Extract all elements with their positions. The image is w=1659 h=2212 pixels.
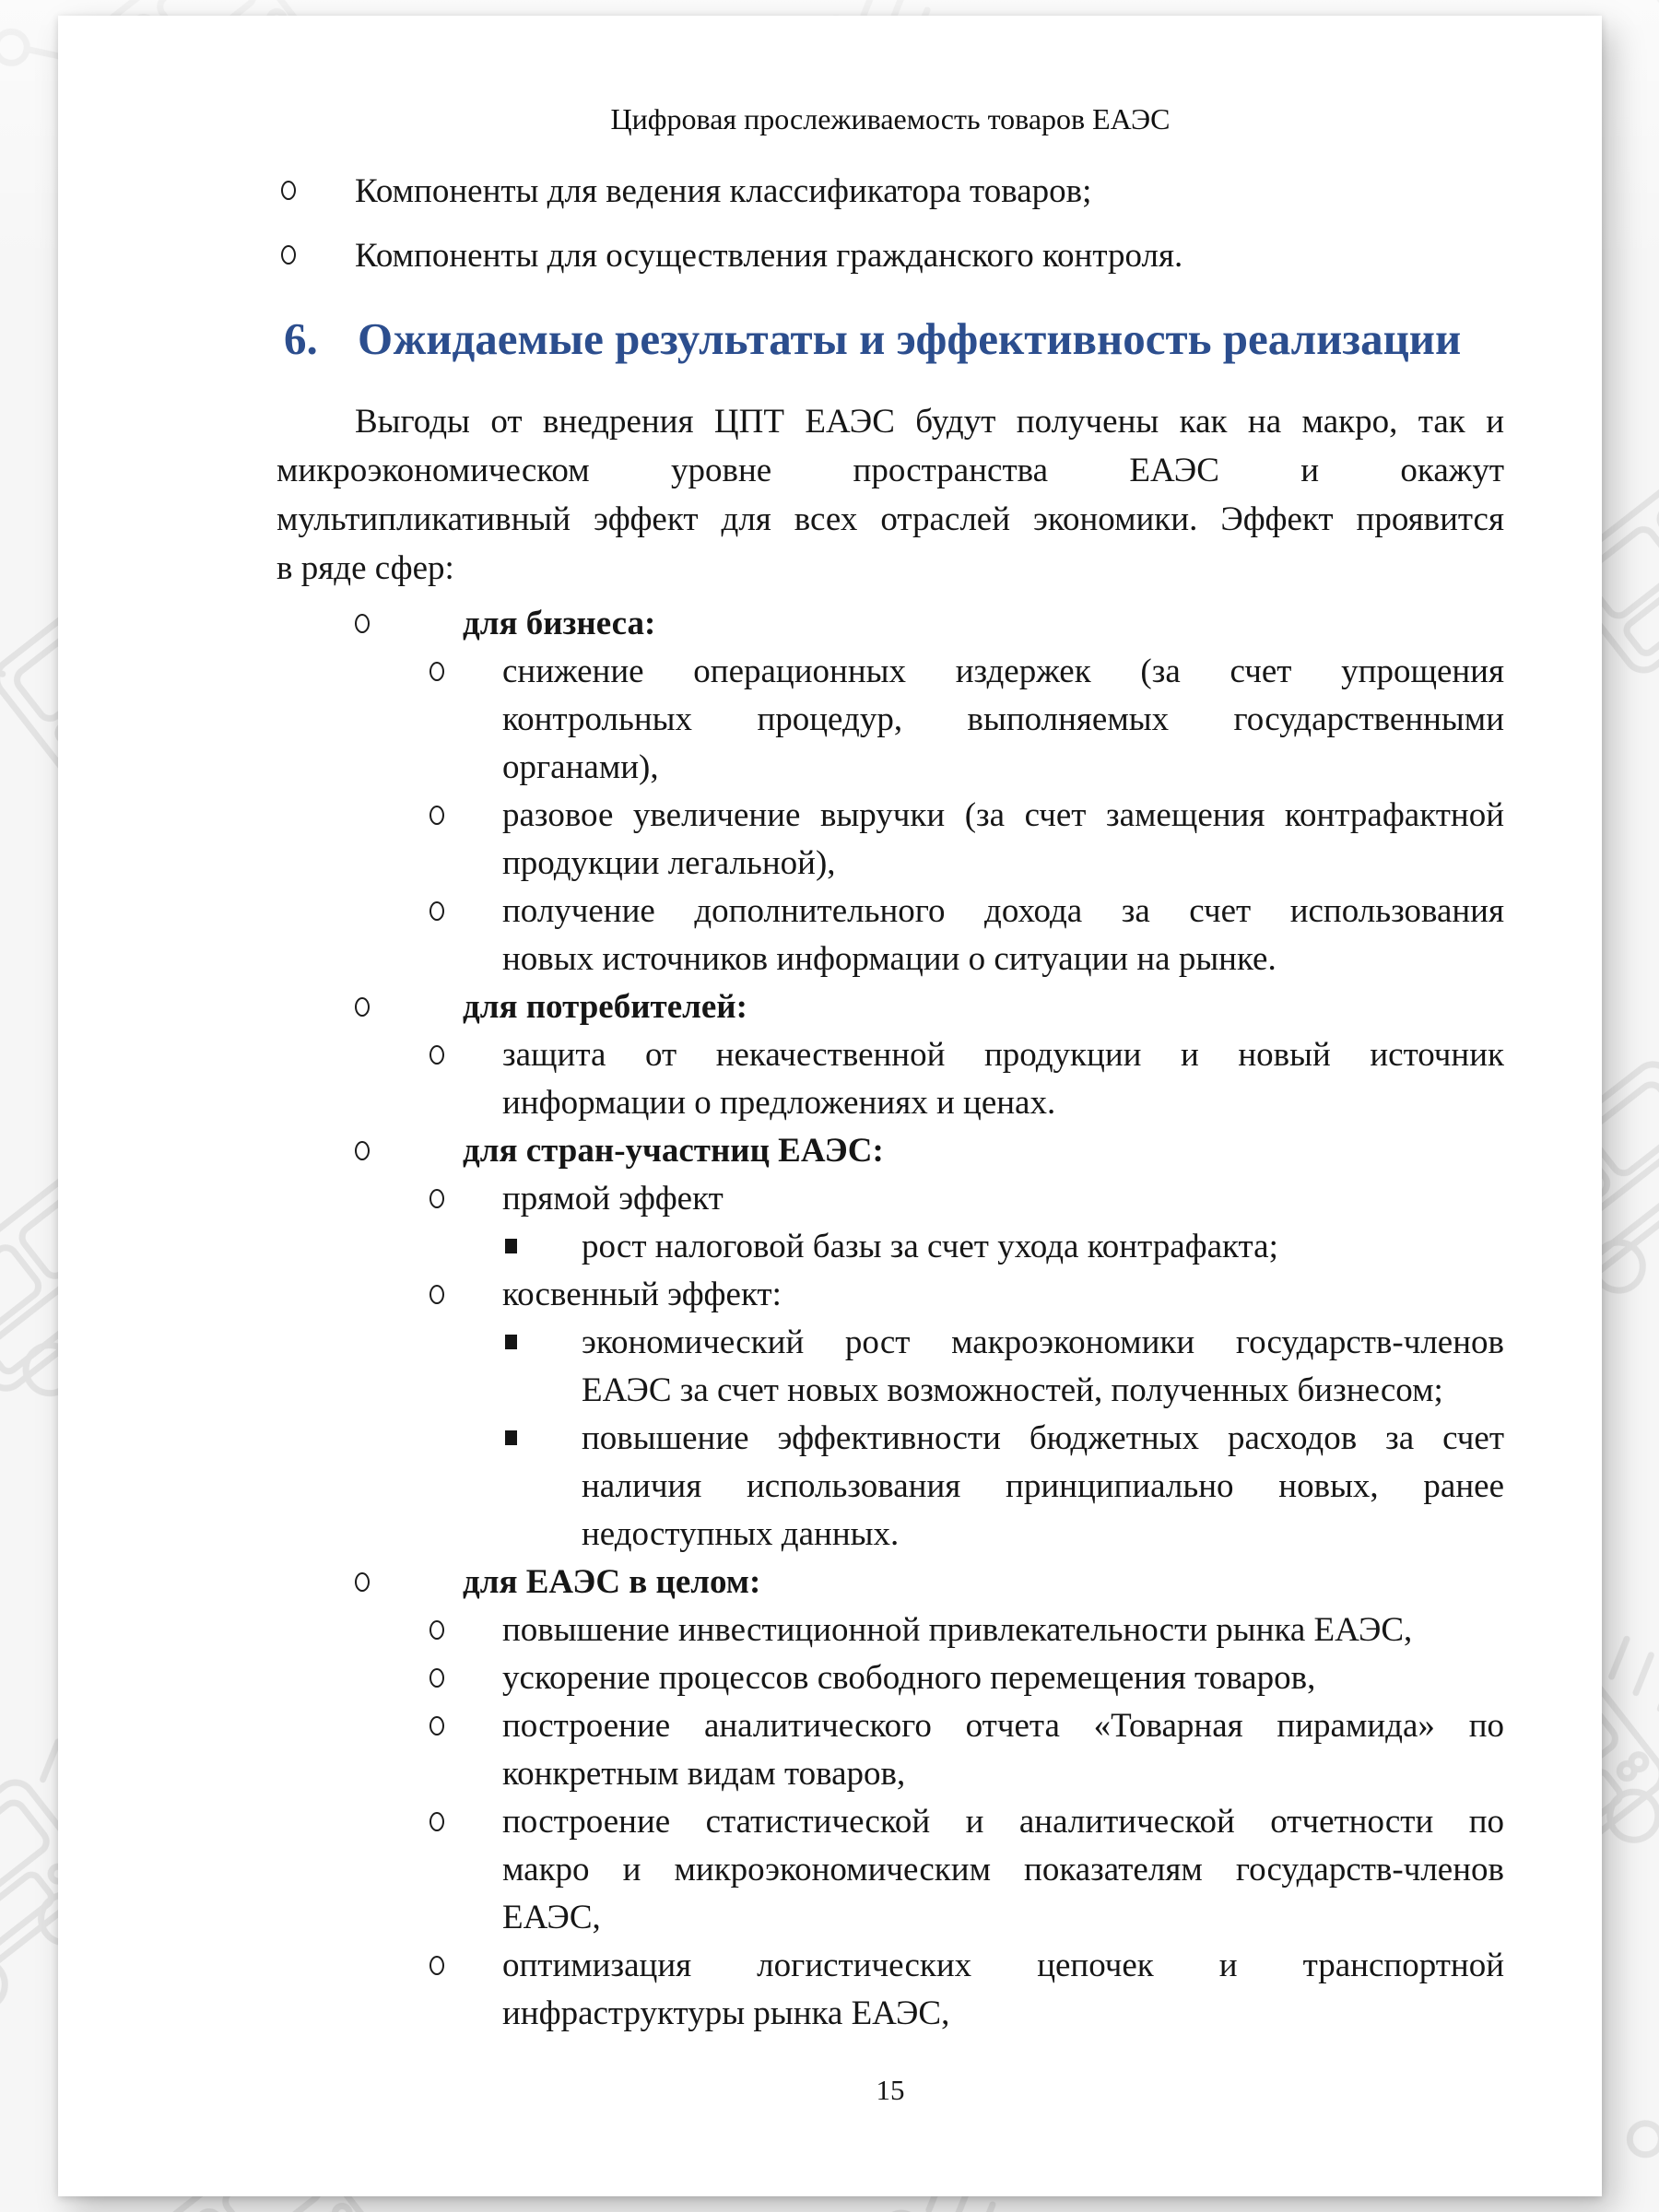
text-line: Выгоды от внедрения ЦПТ ЕАЭС будут получены как на макро, так и: [355, 403, 1504, 441]
circle-bullet-marker: [429, 1668, 444, 1688]
running-header: Цифровая прослеживаемость товаров ЕАЭС: [610, 102, 1171, 135]
text-line: защита от некачественной продукции и новый источник: [502, 1036, 1504, 1074]
text-line: продукции легальной),: [502, 844, 836, 882]
effects-list-item: [276, 1271, 1504, 1319]
effects-list-item: [276, 1415, 1504, 1559]
circle-bullet-marker: [429, 1045, 444, 1065]
text-line: построение аналитического отчета «Товарная пирамида» по: [502, 1707, 1504, 1745]
effects-list-item: [276, 1175, 1504, 1223]
text-line: для бизнеса:: [463, 605, 656, 642]
circle-bullet-marker: [429, 662, 444, 681]
text-line: снижение операционных издержек (за счет упрощения: [502, 653, 1504, 690]
effects-list: [276, 600, 1504, 2038]
circle-bullet-marker: [281, 181, 296, 200]
text-line: новых источников информации о ситуации на рынке.: [502, 940, 1277, 978]
circle-bullet-marker: [429, 1189, 444, 1208]
circle-bullet-marker: [429, 1716, 444, 1735]
lead-paragraph: [276, 397, 1504, 593]
circle-bullet-marker: [429, 1812, 444, 1831]
page-number: 15: [876, 2074, 905, 2106]
list-item-text: [502, 1942, 1504, 2038]
intro-bullet-list: [276, 169, 1504, 298]
text-line: повышение инвестиционной привлекательности рынка ЕАЭС,: [502, 1611, 1413, 1649]
circle-bullet-marker: [355, 1572, 370, 1592]
circle-bullet-marker: [355, 1141, 370, 1160]
effects-list-item: [276, 1606, 1504, 1654]
intro-bullet-item: [276, 169, 1504, 215]
text-line: инфраструктуры рынка ЕАЭС,: [502, 1994, 950, 2032]
text-line: контрольных процедур, выполняемых государственными: [502, 700, 1504, 738]
effects-list-item: [276, 1127, 1504, 1175]
list-item-text: [502, 1031, 1504, 1127]
text-line: в ряде сфер:: [276, 549, 454, 587]
text-line: получение дополнительного дохода за счет использования: [502, 892, 1504, 930]
effects-list-item: [276, 1319, 1504, 1415]
effects-list-item: [276, 1942, 1504, 2038]
text-line: прямой эффект: [502, 1180, 724, 1218]
square-bullet-marker: [505, 1335, 517, 1349]
list-item-text: [502, 1271, 1504, 1319]
text-line: для потребителей:: [463, 988, 747, 1026]
list-item-text: [502, 1606, 1504, 1654]
circle-bullet-marker: [429, 1956, 444, 1975]
document-page: [58, 16, 1602, 2196]
intro-bullet-item: [276, 233, 1504, 279]
text-line: повышение эффективности бюджетных расходов за счет: [582, 1419, 1504, 1457]
text-line: рост налоговой базы за счет ухода контрафакта;: [582, 1228, 1278, 1265]
section-title: Ожидаемые результаты и эффективность реализации: [358, 313, 1462, 364]
list-item-text: [502, 1175, 1504, 1223]
effects-list-item: [276, 1702, 1504, 1798]
circle-bullet-marker: [429, 1285, 444, 1304]
section-heading: [276, 312, 1504, 366]
list-item-text: [582, 1319, 1504, 1415]
text-line: макро и микроэкономическим показателям государств-членов: [502, 1851, 1504, 1888]
text-line: построение статистической и аналитической отчетности по: [502, 1803, 1504, 1841]
effects-list-item: [276, 983, 1504, 1031]
circle-bullet-marker: [355, 997, 370, 1017]
circle-bullet-marker: [429, 806, 444, 825]
text-line: для ЕАЭС в целом:: [463, 1563, 761, 1601]
list-item-text: [582, 1223, 1504, 1271]
circle-bullet-marker: [281, 245, 296, 265]
text-line: микроэкономическом уровне пространства ЕАЭС и окажут: [276, 452, 1504, 489]
text-line: косвенный эффект:: [502, 1276, 782, 1313]
effects-list-item: [276, 888, 1504, 983]
effects-list-item: [276, 600, 1504, 648]
circle-bullet-marker: [355, 614, 370, 633]
list-item-text: [463, 1127, 1504, 1175]
list-item-text: [502, 1702, 1504, 1798]
list-item-text: [502, 1798, 1504, 1942]
list-item-text: [463, 1559, 1504, 1606]
text-line: экономический рост макроэкономики государств-членов: [582, 1324, 1504, 1361]
text-line: оптимизация логистических цепочек и транспортной: [502, 1947, 1504, 1984]
text-line: конкретным видам товаров,: [502, 1755, 906, 1793]
list-item-text: [463, 983, 1504, 1031]
text-line: ускорение процессов свободного перемещения товаров,: [502, 1659, 1316, 1697]
text-line: информации о предложениях и ценах.: [502, 1084, 1056, 1122]
list-item-text: [463, 600, 1504, 648]
square-bullet-marker: [505, 1239, 517, 1253]
text-line: органами),: [502, 748, 659, 786]
effects-list-item: [276, 1654, 1504, 1702]
effects-list-item: [276, 1559, 1504, 1606]
list-item-text: [502, 1654, 1504, 1702]
text-line: Компоненты для осуществления гражданского контроля.: [355, 237, 1183, 275]
list-item-text: [502, 888, 1504, 983]
text-line: ЕАЭС за счет новых возможностей, полученных бизнесом;: [582, 1371, 1443, 1409]
effects-list-item: [276, 792, 1504, 888]
text-line: недоступных данных.: [582, 1515, 900, 1553]
list-item-text: [502, 648, 1504, 792]
effects-list-item: [276, 1223, 1504, 1271]
list-item-text: [502, 792, 1504, 888]
text-line: Компоненты для ведения классификатора товаров;: [355, 172, 1092, 210]
circle-bullet-marker: [429, 1620, 444, 1640]
effects-list-item: [276, 1031, 1504, 1127]
effects-list-item: [276, 648, 1504, 792]
text-line: ЕАЭС,: [502, 1899, 601, 1936]
text-line: для стран-участниц ЕАЭС:: [463, 1132, 884, 1170]
effects-list-item: [276, 1798, 1504, 1942]
text-line: разовое увеличение выручки (за счет замещения контрафактной: [502, 796, 1504, 834]
text-line: наличия использования принципиально новых, ранее: [582, 1467, 1504, 1505]
section-number: 6.: [284, 313, 318, 364]
text-line: мультипликативный эффект для всех отраслей экономики. Эффект проявится: [276, 500, 1504, 538]
square-bullet-marker: [505, 1430, 517, 1445]
circle-bullet-marker: [429, 901, 444, 921]
list-item-text: [582, 1415, 1504, 1559]
